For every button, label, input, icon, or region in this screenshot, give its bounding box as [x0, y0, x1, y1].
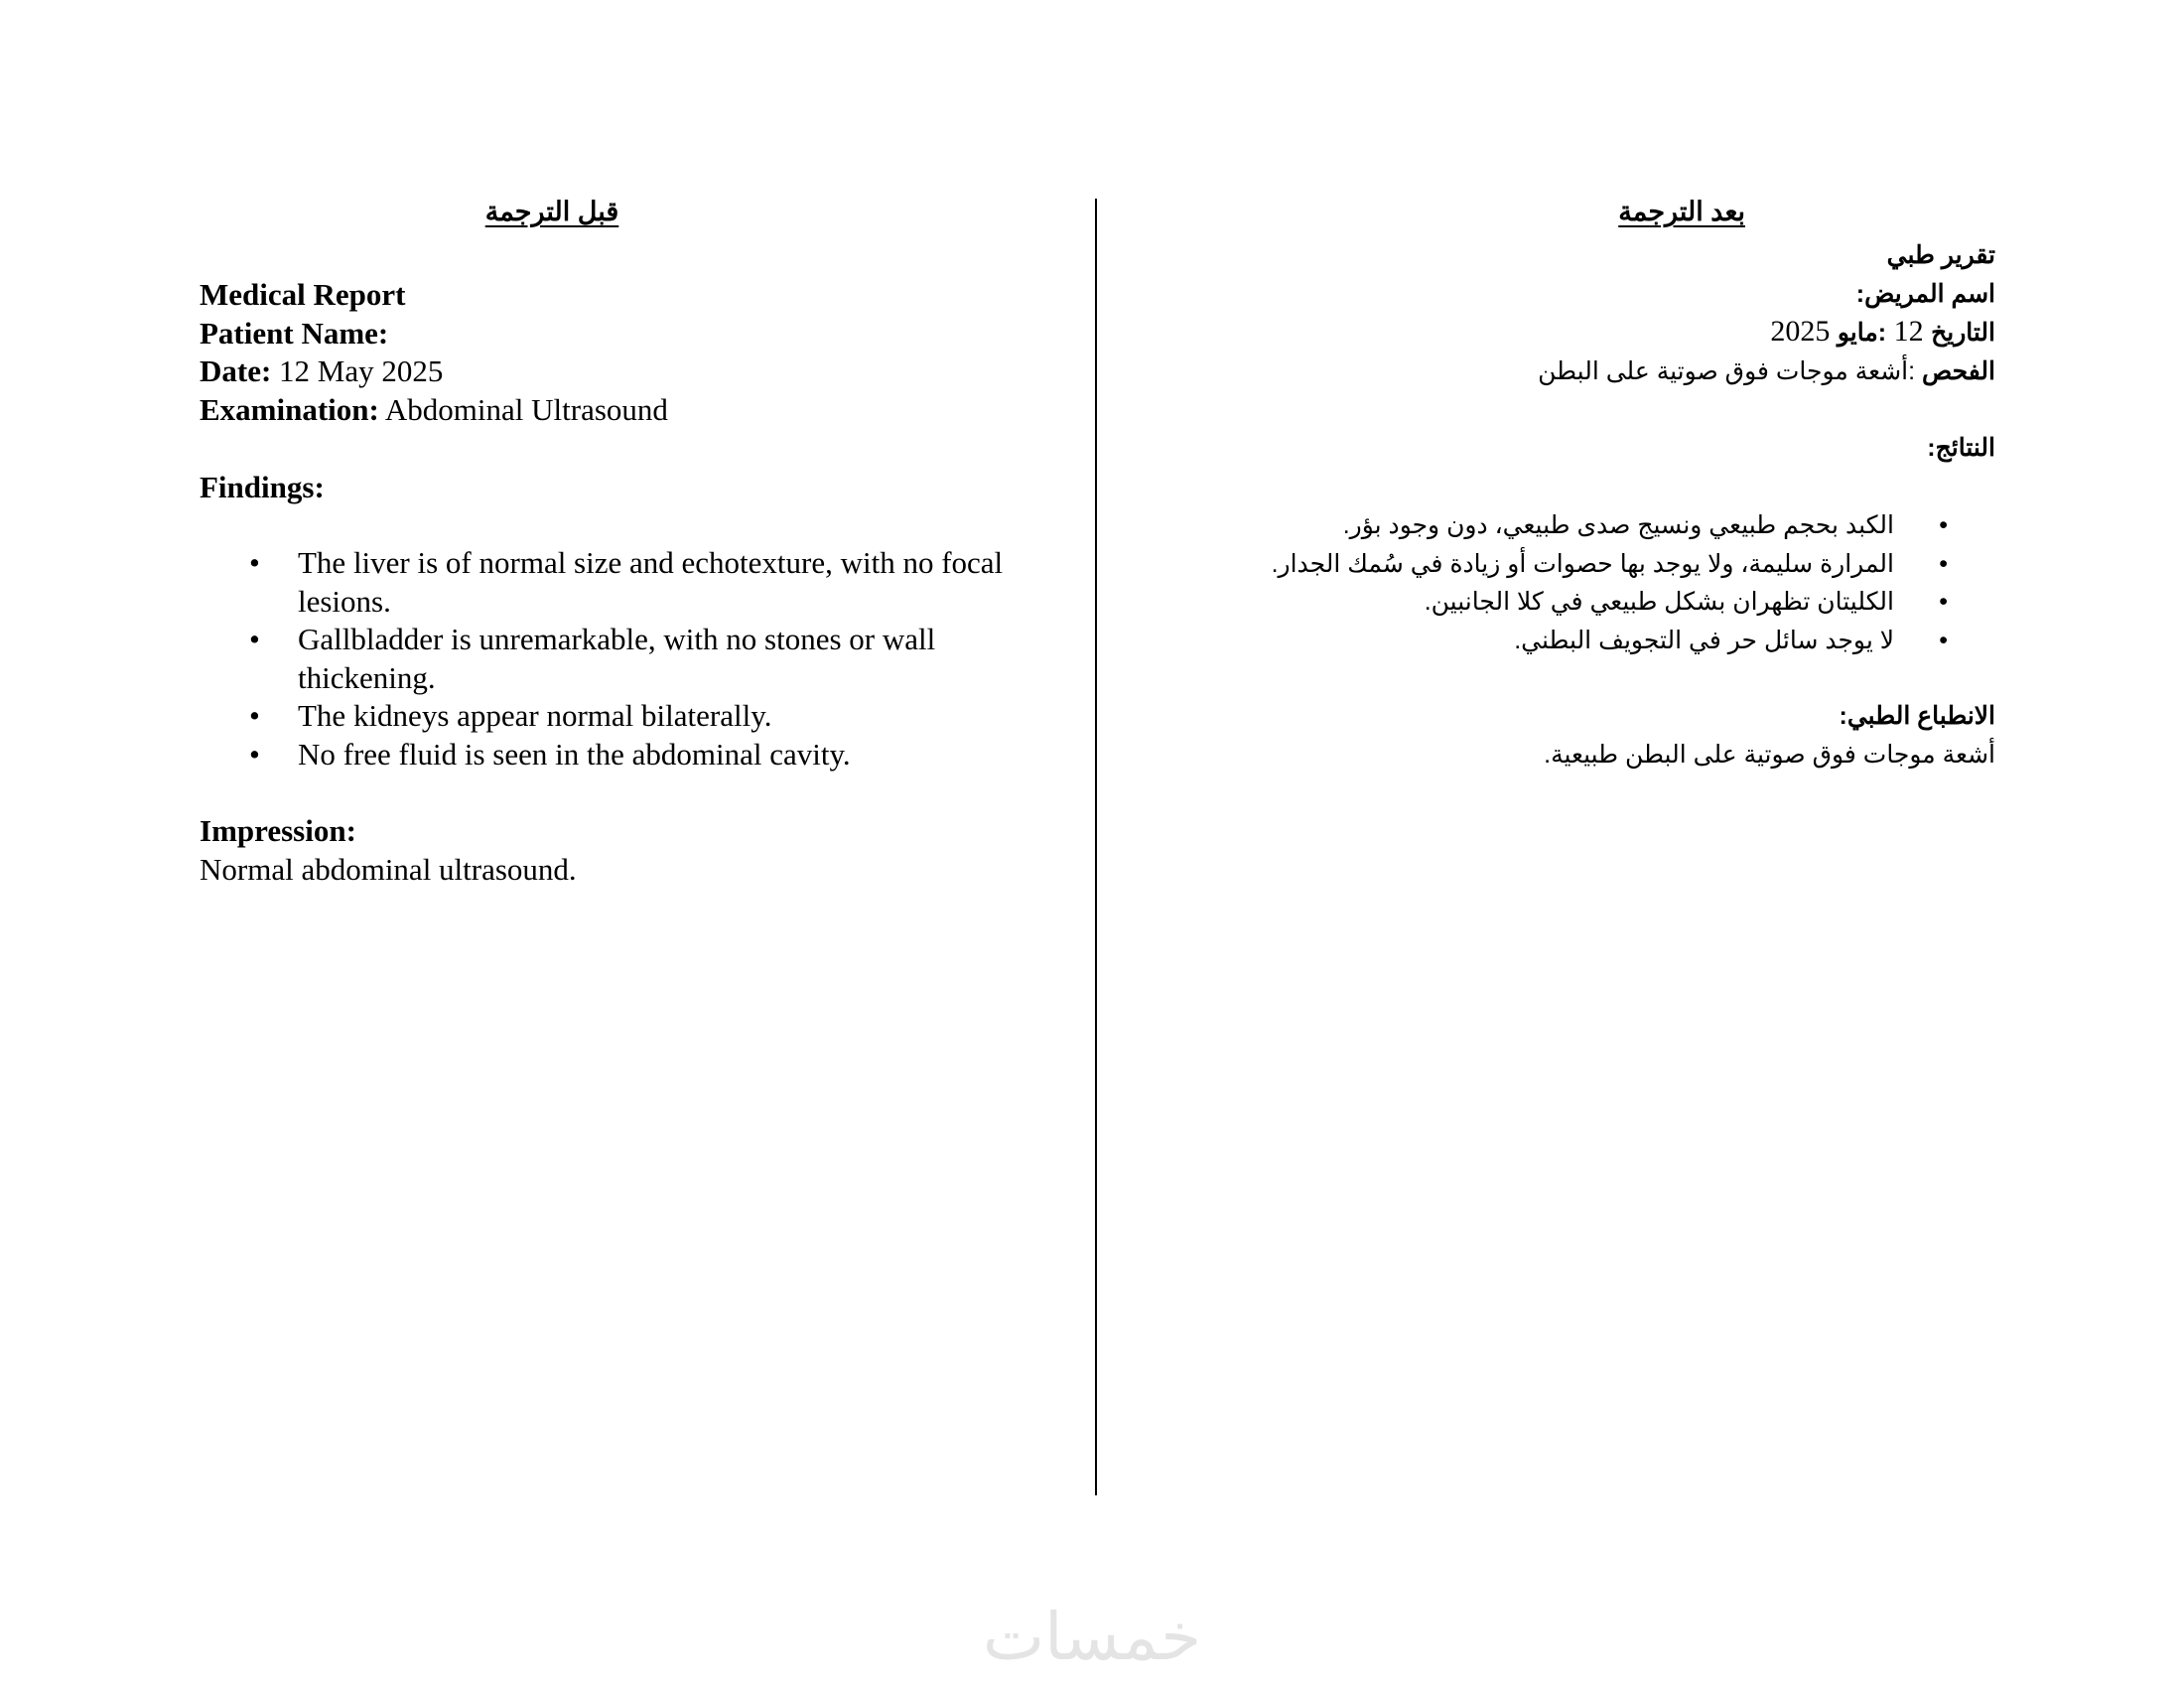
examination-row: [200, 391, 1093, 430]
list-item: [1191, 622, 1966, 660]
after-translation-heading-text: بعد الترجمة: [1618, 197, 1745, 226]
bullet-icon: •: [1939, 511, 1948, 539]
examination-row-ar: [1291, 352, 1995, 391]
examination-label: Examination:: [200, 391, 379, 427]
report-title: Medical Report: [200, 277, 406, 312]
finding-text-ar: لا يوجد سائل حر في التجويف البطني.: [1514, 626, 1894, 654]
bullet-icon: •: [249, 545, 260, 580]
findings-list-en: [200, 544, 1014, 774]
date-month-ar: :مايو: [1837, 319, 1887, 347]
finding-text-ar: المرارة سليمة، ولا يوجد بها حصوات أو زيادة في سُمك الجدار.: [1271, 549, 1894, 578]
impression-value: Normal abdominal ultrasound.: [200, 851, 577, 887]
finding-text: The kidneys appear normal bilaterally.: [298, 698, 772, 733]
bullet-icon: •: [249, 622, 260, 656]
after-translation-heading: [1211, 197, 1995, 227]
column-divider: [1095, 199, 1097, 1495]
list-item: [200, 621, 1014, 697]
impression-label: Impression:: [200, 813, 356, 848]
watermark-logo: خمسات: [982, 1599, 1202, 1675]
english-report-header: [200, 276, 1093, 429]
list-item: [1191, 583, 1966, 622]
patient-name-label: Patient Name:: [200, 315, 389, 351]
finding-text: The liver is of normal size and echotexture, with no focal lesions.: [298, 545, 1004, 619]
findings-list-ar: [1191, 506, 1966, 659]
impression-section-ar: [1291, 697, 1995, 774]
findings-label-ar: النتائج:: [1927, 434, 1995, 462]
examination-value: Abdominal Ultrasound: [378, 391, 668, 427]
bullet-icon: •: [249, 698, 260, 733]
impression-section-en: [200, 812, 577, 889]
patient-name-label-ar: اسم المريض:: [1855, 279, 1995, 308]
finding-text: No free fluid is seen in the abdominal cavity.: [298, 736, 851, 772]
date-label: Date:: [200, 353, 272, 388]
arabic-report-header: [1291, 236, 1995, 390]
date-row-ar: [1291, 313, 1995, 352]
impression-value-ar: أشعة موجات فوق صوتية على البطن طبيعية.: [1544, 740, 1995, 769]
bullet-icon: •: [1939, 549, 1948, 578]
examination-value-ar: :أشعة موجات فوق صوتية على البطن: [1538, 356, 1923, 385]
bullet-icon: •: [1939, 626, 1948, 654]
findings-label: Findings:: [200, 470, 325, 504]
report-title-ar: تقرير طبي: [1886, 241, 1995, 269]
finding-text: Gallbladder is unremarkable, with no stones or wall thickening.: [298, 622, 936, 695]
list-item: [1191, 506, 1966, 545]
impression-label-ar: الانطباع الطبي:: [1839, 702, 1995, 730]
date-row: [200, 352, 1093, 391]
list-item: [1191, 545, 1966, 584]
date-value: 12 May 2025: [271, 353, 444, 388]
date-day-ar: 12: [1886, 315, 1932, 348]
list-item: [200, 697, 1014, 736]
bullet-icon: •: [249, 736, 260, 772]
before-translation-heading: قبل الترجمة: [484, 197, 619, 226]
date-label-ar: التاريخ: [1931, 319, 1995, 347]
finding-text-ar: الكليتان تظهران بشكل طبيعي في كلا الجانبين.: [1424, 588, 1894, 616]
list-item: [200, 736, 1014, 774]
date-year-ar: 2025: [1770, 315, 1838, 348]
bullet-icon: •: [1939, 588, 1948, 616]
list-item: [200, 544, 1014, 621]
examination-label-ar: الفحص: [1922, 356, 1995, 385]
finding-text-ar: الكبد بحجم طبيعي ونسيج صدى طبيعي، دون وجود بؤر.: [1342, 511, 1894, 539]
